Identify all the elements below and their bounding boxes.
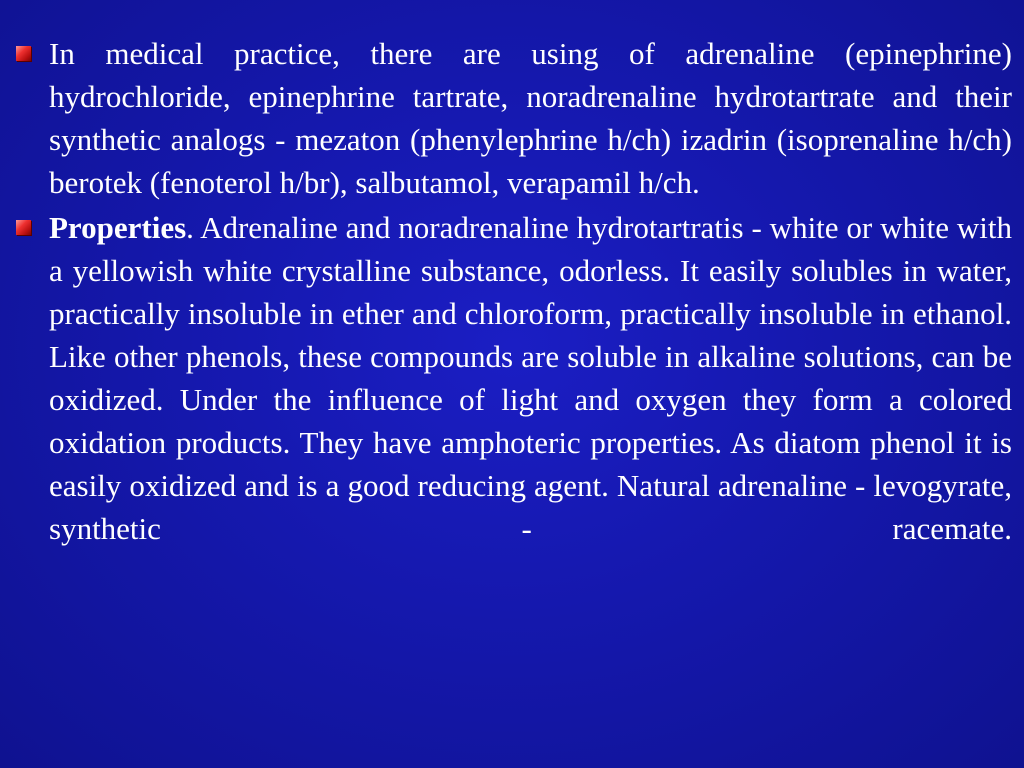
bullet-text: . Adrenaline and noradrenaline hydrotartratis - white or white with a yellowish white crystalline substance, odorless. It easily solubles in water, practically insoluble in ether and chloroform, practically insoluble in ethanol. Like other phenols, these compounds are soluble in alkaline solutions, can be oxidized. Under the influence of light and oxygen they form a colored oxidation products. They have amphoteric properties. As diatom phenol it is easily oxidized and is a good reducing agent. Natural adrenaline - levogyrate, synthetic - racemate. xyxy=(49,210,1012,546)
bullet-text: In medical practice, there are using of adrenaline (epinephrine) hydrochloride, epinephrine tartrate, noradrenaline hydrotartrate and their synthetic analogs - mezaton (phenylephrine h/ch) izadrin (isoprenaline h/ch) berotek (fenoterol h/br), salbutamol, verapamil h/ch. xyxy=(49,36,1012,200)
square-bullet-icon xyxy=(16,220,31,235)
bullet-item-properties xyxy=(12,206,1012,550)
bullet-term: Properties xyxy=(49,210,187,245)
square-bullet-icon xyxy=(16,46,31,61)
bullet-list xyxy=(12,32,1012,552)
bullet-item-medical-practice xyxy=(12,32,1012,204)
